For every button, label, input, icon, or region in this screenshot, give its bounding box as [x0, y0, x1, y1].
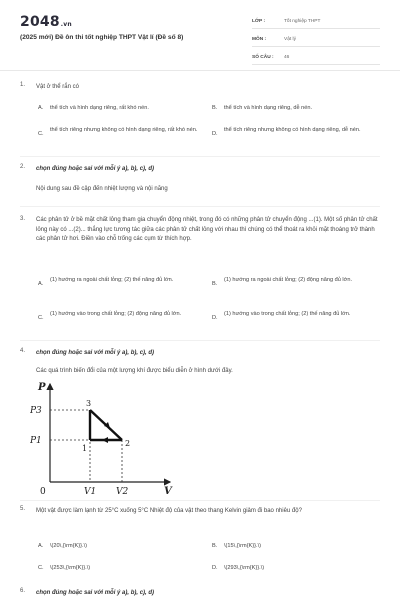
question-text: Vật ở thể rắn có [36, 84, 79, 90]
option-text: (1) hướng vào trong chất lỏng; (2) thế năng đủ lớn. [224, 311, 351, 317]
question-separator [20, 156, 380, 157]
option-letter: B. [212, 281, 218, 287]
point-2: 2 [125, 439, 131, 448]
exam-title: (2025 mới) Đề ôn thi tốt nghiệp THPT Vật lí (Đề số 8) [20, 34, 184, 41]
option-text: (1) hướng ra ngoài chất lỏng; (2) thế năng đủ lớn. [50, 277, 174, 283]
question-text: Nội dung sau đề cập đến nhiệt lượng và nội năng [36, 186, 168, 192]
pv-diagram [30, 378, 180, 498]
meta-row-count [252, 50, 380, 65]
option-letter: A. [38, 105, 44, 111]
question-heading: chọn đúng hoặc sai với mỗi ý a), b), c), d) [36, 590, 155, 596]
header-divider [0, 70, 400, 71]
option-letter: B. [212, 105, 218, 111]
question-text: Các quá trình biến đổi của một lượng khí được biểu diễn ở hình dưới đây. [36, 368, 233, 374]
option-text: (1) hướng ra ngoài chất lỏng; (2) động năng đủ lớn. [224, 277, 353, 283]
axis-v-label: V [164, 486, 172, 497]
question-number: 1. [20, 82, 26, 88]
question-number: 3. [20, 216, 26, 222]
option-text: \(253\,{\rm{K}}.\) [50, 565, 91, 571]
option-text: thể tích riêng nhưng không có hình dạng riêng, dễ nén. [224, 127, 361, 133]
question-separator [20, 500, 380, 501]
meta-value: Tốt nghiệp THPT [284, 18, 321, 24]
option-text: \(15\,{\rm{K}}.\) [224, 543, 261, 549]
origin-label: 0 [40, 487, 46, 497]
question-separator [20, 206, 380, 207]
question-number: 6. [20, 588, 26, 594]
meta-label: SỐ CÂU : [252, 54, 274, 60]
question-1 [20, 82, 380, 92]
question-6 [20, 588, 380, 598]
label-p3: P3 [30, 406, 42, 416]
meta-row-subject [252, 32, 380, 47]
question-4-body [20, 366, 380, 376]
question-number: 5. [20, 506, 26, 512]
label-v1: V1 [84, 487, 97, 497]
point-3: 3 [86, 399, 92, 408]
exam-meta [252, 14, 380, 68]
option-letter: D. [212, 315, 218, 321]
option-letter: D. [212, 565, 218, 571]
label-v2: V2 [116, 487, 129, 497]
meta-value: Vật lý [284, 36, 296, 42]
meta-label: MÔN : [252, 36, 267, 42]
option-letter: D. [212, 131, 218, 137]
option-letter: B. [212, 543, 218, 549]
axis-p-label: P [38, 382, 46, 393]
question-2-body [20, 184, 380, 194]
option-text: thể tích riêng nhưng không có hình dạng riêng, rất khó nén. [50, 127, 198, 133]
question-heading: chọn đúng hoặc sai với mỗi ý a), b), c), d) [36, 166, 155, 172]
point-1: 1 [82, 444, 88, 453]
question-text: Các phân tử ở bề mặt chất lỏng tham gia chuyển động nhiệt, trong đó có những phân tử chuyển động ...(1). Một số phân tử chất lỏng này có ...(2)... thắng lực tương tác giữa các phân tử chất lỏng với nhau thì chúng có thể thoát ra khỏi mặt thoáng trở thành các phân tử hơi. Điền vào chỗ trống các cụm từ thích hợp. [36, 217, 378, 243]
arrow-2-1 [102, 437, 108, 443]
option-text: thể tích và hình dạng riêng, rất khó nén. [50, 105, 149, 111]
option-letter: C. [38, 315, 44, 321]
meta-value: 46 [284, 54, 290, 60]
option-text: \(20\,{\rm{K}}.\) [50, 543, 87, 549]
question-text: Một vật được làm lạnh từ 25°C xuống 5°C Nhiệt độ của vật theo thang Kelvin giảm đi bao nhiêu độ? [36, 508, 302, 514]
option-letter: C. [38, 565, 44, 571]
question-separator [20, 340, 380, 341]
question-5 [20, 506, 380, 516]
option-letter: A. [38, 281, 44, 287]
page-header [0, 0, 400, 70]
meta-row-class [252, 14, 380, 29]
question-number: 4. [20, 348, 26, 354]
question-3 [20, 216, 380, 245]
question-2 [20, 164, 380, 174]
option-text: \(293\,{\rm{K}}.\) [224, 565, 265, 571]
site-logo[interactable]: 2048.vn [20, 14, 72, 30]
option-letter: A. [38, 543, 44, 549]
question-4 [20, 348, 380, 358]
question-number: 2. [20, 164, 26, 170]
option-letter: C. [38, 131, 44, 137]
label-p1: P1 [30, 436, 42, 446]
option-text: thể tích và hình dạng riêng, dễ nén. [224, 105, 313, 111]
option-text: (1) hướng vào trong chất lỏng; (2) động năng đủ lớn. [50, 311, 182, 317]
question-heading: chọn đúng hoặc sai với mỗi ý a), b), c), d) [36, 350, 155, 356]
meta-label: LỚP : [252, 18, 266, 24]
